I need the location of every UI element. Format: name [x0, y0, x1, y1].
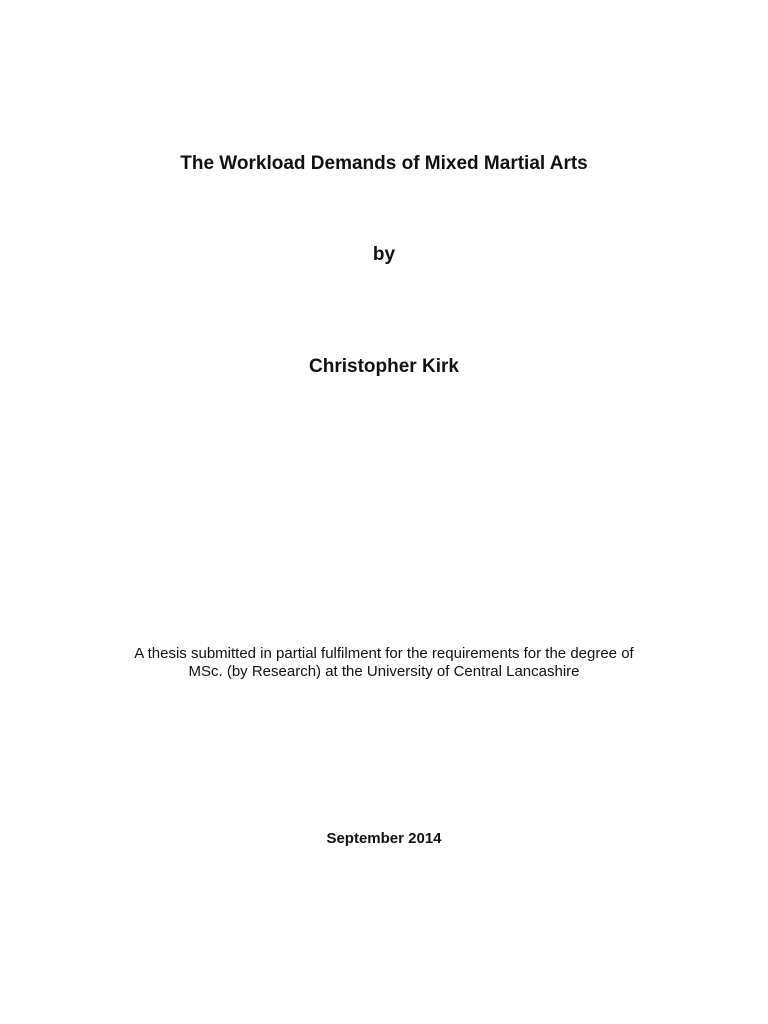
degree-statement-line-1: A thesis submitted in partial fulfilment for the requirements for the degree of — [134, 645, 634, 662]
author-name: Christopher Kirk — [309, 356, 459, 377]
by-label: by — [372, 244, 396, 265]
submission-date: September 2014 — [326, 830, 442, 847]
thesis-title: The Workload Demands of Mixed Martial Arts — [180, 153, 588, 174]
degree-statement-line-2: MSc. (by Research) at the University of Central Lancashire — [188, 663, 580, 680]
degree-statement — [0, 645, 768, 681]
